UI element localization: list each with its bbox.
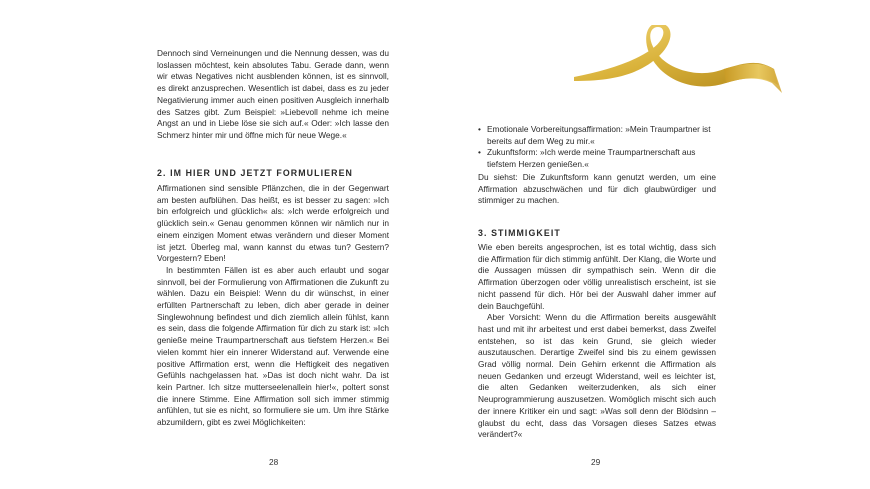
right-body-block — [478, 242, 716, 441]
left-page — [157, 0, 389, 489]
bullet-list — [478, 124, 716, 171]
section-heading-3: 3. STIMMIGKEIT — [478, 228, 561, 238]
right-paragraph-3: Aber Vorsicht: Wenn du die Affirmation bereits ausgewählt hast und mit ihr arbeitest und erst dabei bemerkst, dass Zweifel entstehen, so ist das kein Grund, sie gleich wieder auszutauschen. Derartige Zweifel sind bis zu einem gewissen Grad völlig normal. Dein Gehirn erkennt die Affirmation als neuen Gedanken und erzeugt Widerstand, weil es leichter ist, die alten Gedanken weiterzudenken, als sich einer Neuprogrammierung auszusetzen. Womöglich mischt sich auch der innere Kritiker ein und sagt: »Was soll denn der Blödsinn – glaubst du echt, dass das Vorsagen dieses Satzes etwas verändert?« — [478, 312, 716, 440]
right-intro-block — [478, 172, 716, 207]
bullet-item: • Emotionale Vorbereitungsaffirmation: »Mein Traumpartner ist bereits auf dem Weg zu mir.« — [478, 124, 716, 147]
left-paragraph-2: In bestimmten Fällen ist es aber auch erlaubt und sogar sinnvoll, bei der Formulierung von Affirmationen die Zukunft zu wählen. Dazu ein Beispiel: Wenn du dir wünschst, in einer erfüllten Partnerschaft zu leben, dich aber gerade in deiner Singlewohnung befindest und dich ziemlich allein fühlst, kann es sein, dass die folgende Affirmation für dich zu stark ist: »Ich genieße meine Traumpartnerschaft aus tiefstem Herzen.« Bei vielen kommt hier ein innerer Widerstand auf. Verwende eine positive Affirmation erst, wenn die Heftigkeit des negativen Gefühls nachgelassen hat. »Das ist doch nicht wahr. Da ist kein Partner. Ich sitze mutterseelenallein hier!«, poltert sonst die innere Stimme. Eine Affirmation soll sich immer stimmig anfühlen, tut sie es nicht, so formuliere sie um. Um ihre Stärke abzumildern, gibt es zwei Möglichkeiten: — [157, 264, 389, 428]
left-intro-paragraph: Dennoch sind Verneinungen und die Nennung dessen, was du loslassen möchtest, kein absolutes Tabu. Gerade dann, wenn wir etwas Negatives nicht ausblenden können, ist es sinnvoll, es direkt anzusprechen. Wesentlich ist dabei, dass es zu jeder Negativierung immer auch einen positiven Ausgleich innerhalb des Satzes gibt. Zum Beispiel: »Liebevoll nehme ich meine Angst an und in Liebe löse sie sich auf.« Oder: »Ich lasse den Schmerz hinter mir und öffne mich für neue Wege.« — [157, 48, 389, 140]
page-number-left: 28 — [269, 457, 279, 467]
right-paragraph-1: Du siehst: Die Zukunftsform kann genutzt werden, um eine Affirmation abzuschwächen und für dich glaubwürdiger und stimmiger zu machen. — [478, 172, 716, 206]
right-paragraph-2: Wie eben bereits angesprochen, ist es total wichtig, dass sich die Affirmation für dich stimmig anfühlt. Der Klang, die Worte und die Aussagen müssen dir sympathisch sein. Wenn dir die Affirmation überzogen oder völlig unrealistisch erscheint, ist sie nicht passend für dich. Hör bei der Auswahl daher immer auf dein Bauchgefühl. — [478, 242, 716, 311]
left-body-block — [157, 183, 389, 429]
left-intro-block — [157, 48, 389, 142]
bullet-item: • Zukunftsform: »Ich werde meine Traumpartnerschaft aus tiefstem Herzen genießen.« — [478, 147, 716, 170]
left-paragraph-1: Affirmationen sind sensible Pflänzchen, die in der Gegenwart am besten aufblühen. Das heißt, es ist besser zu sagen: »Ich bin erfolgreich und glücklich« als: »Ich werde erfolgreich und glücklich sein.« Genau genommen können wir nämlich nur in einem einzigen Moment etwas verändern und dieser Moment ist jetzt. Überleg mal, wann kannst du etwas tun? Gestern? Vorgestern? Eben! — [157, 183, 389, 264]
right-page — [478, 0, 716, 489]
section-heading-2: 2. IM HIER UND JETZT FORMULIEREN — [157, 168, 353, 178]
page-number-right: 29 — [591, 457, 601, 467]
